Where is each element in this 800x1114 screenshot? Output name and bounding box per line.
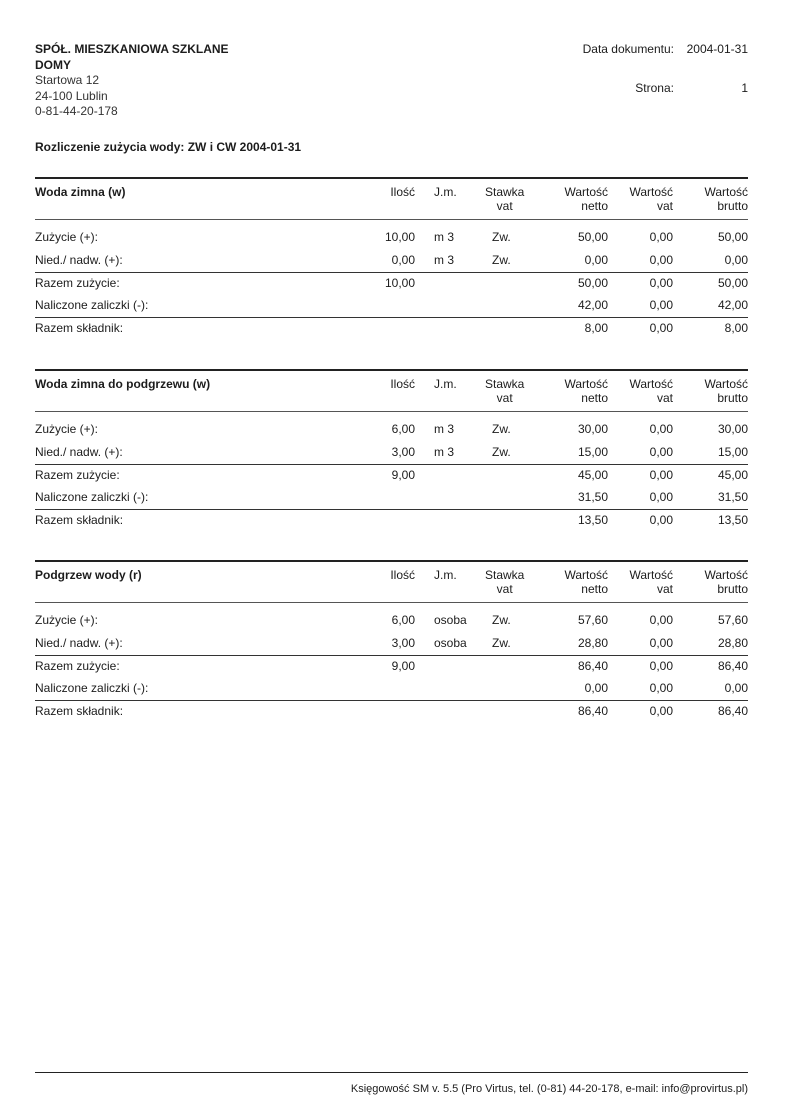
cell-vat-rate: Zw.	[492, 636, 511, 650]
cell-gross: 30,00	[717, 422, 748, 436]
table-row	[35, 678, 748, 701]
col-header-net-line1: Wartość	[564, 185, 608, 199]
cell-qty: 6,00	[391, 613, 415, 627]
cell-vat: 0,00	[649, 422, 673, 436]
company-name-line2: DOMY	[35, 57, 71, 72]
col-header-net	[564, 377, 608, 405]
table-row	[35, 701, 748, 723]
cell-gross: 0,00	[724, 681, 748, 695]
cell-gross: 31,50	[717, 490, 748, 504]
cell-gross: 13,50	[717, 513, 748, 527]
section-title: Woda zimna do podgrzewu (w)	[35, 377, 211, 391]
row-label: Nied./ nadw. (+):	[35, 445, 123, 459]
cell-gross: 15,00	[717, 445, 748, 459]
table-row	[35, 419, 748, 441]
document-title: Rozliczenie zużycia wody: ZW i CW 2004-01-31	[35, 140, 302, 154]
col-header-gross-line2: brutto	[717, 391, 748, 405]
col-header-net-line2: netto	[581, 582, 608, 596]
col-header-vat-rate-line1: Stawka	[485, 185, 525, 199]
table-row	[35, 656, 748, 678]
cell-qty: 10,00	[384, 230, 415, 244]
section-title: Podgrzew wody (r)	[35, 568, 142, 582]
col-header-qty: Ilość	[390, 377, 415, 391]
cell-net: 28,80	[577, 636, 608, 650]
footer-divider	[35, 1072, 748, 1073]
cell-qty: 0,00	[391, 253, 415, 267]
section-header-rule	[35, 411, 748, 412]
cell-unit: m 3	[434, 422, 455, 436]
section-header-rule	[35, 602, 748, 603]
col-header-gross-line2: brutto	[717, 199, 748, 213]
cell-qty: 9,00	[391, 659, 415, 673]
company-name-line1: SPÓŁ. MIESZKANIOWA SZKLANE	[35, 42, 229, 56]
col-header-vat-line1: Wartość	[629, 185, 673, 199]
col-header-net-line1: Wartość	[564, 568, 608, 582]
table-row	[35, 633, 748, 656]
row-label: Naliczone zaliczki (-):	[35, 298, 149, 312]
date-label: Data dokumentu:	[582, 42, 674, 56]
cell-vat: 0,00	[649, 681, 673, 695]
cell-net: 0,00	[584, 681, 608, 695]
cell-gross: 45,00	[717, 468, 748, 482]
cell-net: 13,50	[577, 513, 608, 527]
col-header-qty: Ilość	[390, 185, 415, 199]
col-header-net-line2: netto	[581, 391, 608, 405]
cell-vat: 0,00	[649, 513, 673, 527]
cell-net: 86,40	[577, 659, 608, 673]
col-header-vat-rate	[485, 377, 524, 405]
cell-vat: 0,00	[649, 276, 673, 290]
col-header-gross	[704, 377, 748, 405]
col-header-unit: J.m.	[434, 377, 457, 391]
cell-qty: 9,00	[391, 468, 415, 482]
col-header-gross	[704, 185, 748, 213]
col-header-vat-rate-line2: vat	[496, 582, 513, 596]
row-label: Razem zużycie:	[35, 659, 120, 673]
col-header-gross	[704, 568, 748, 596]
row-label: Razem składnik:	[35, 321, 124, 335]
cell-vat: 0,00	[649, 636, 673, 650]
cell-vat-rate: Zw.	[492, 422, 511, 436]
table-row	[35, 295, 748, 318]
table-row	[35, 510, 748, 532]
cell-unit: osoba	[434, 613, 467, 627]
company-city: 24-100 Lublin	[35, 88, 108, 103]
cell-gross: 0,00	[724, 253, 748, 267]
table-row	[35, 227, 748, 249]
col-header-net	[564, 568, 608, 596]
cell-unit: m 3	[434, 253, 455, 267]
col-header-vat-line2: vat	[656, 582, 673, 596]
cell-vat: 0,00	[649, 253, 673, 267]
page-value: 1	[741, 81, 748, 95]
row-label: Naliczone zaliczki (-):	[35, 490, 149, 504]
cell-gross: 28,80	[717, 636, 748, 650]
page-label: Strona:	[635, 81, 674, 95]
cell-gross: 86,40	[717, 704, 748, 718]
cell-vat-rate: Zw.	[492, 253, 511, 267]
cell-gross: 50,00	[717, 230, 748, 244]
cell-unit: m 3	[434, 230, 455, 244]
col-header-vat	[629, 185, 673, 213]
cell-net: 42,00	[577, 298, 608, 312]
table-row	[35, 610, 748, 632]
row-label: Razem składnik:	[35, 704, 124, 718]
table-row	[35, 318, 748, 340]
cell-unit: osoba	[434, 636, 467, 650]
table-row	[35, 442, 748, 465]
cell-gross: 42,00	[717, 298, 748, 312]
col-header-vat-rate-line1: Stawka	[485, 377, 525, 391]
col-header-vat-rate	[485, 185, 524, 213]
cell-vat: 0,00	[649, 445, 673, 459]
company-block	[35, 42, 229, 120]
section-top-rule	[35, 369, 748, 371]
cell-gross: 8,00	[724, 321, 748, 335]
cell-qty: 10,00	[384, 276, 415, 290]
cell-gross: 86,40	[717, 659, 748, 673]
row-label: Naliczone zaliczki (-):	[35, 681, 149, 695]
section-top-rule	[35, 177, 748, 179]
col-header-vat-line1: Wartość	[629, 377, 673, 391]
row-label: Zużycie (+):	[35, 230, 99, 244]
cell-net: 0,00	[584, 253, 608, 267]
section-top-rule	[35, 560, 748, 562]
row-label: Razem zużycie:	[35, 468, 120, 482]
col-header-gross-line1: Wartość	[704, 185, 748, 199]
col-header-gross-line1: Wartość	[704, 377, 748, 391]
footer-text: Księgowość SM v. 5.5 (Pro Virtus, tel. (0-81) 44-20-178, e-mail: info@provirtus.pl)	[350, 1083, 748, 1095]
cell-net: 15,00	[577, 445, 608, 459]
col-header-vat-line2: vat	[656, 391, 673, 405]
cell-net: 8,00	[584, 321, 608, 335]
cell-vat: 0,00	[649, 468, 673, 482]
table-row	[35, 487, 748, 510]
cell-net: 45,00	[577, 468, 608, 482]
col-header-net-line1: Wartość	[564, 377, 608, 391]
row-label: Razem zużycie:	[35, 276, 120, 290]
col-header-net-line2: netto	[581, 199, 608, 213]
cell-qty: 6,00	[391, 422, 415, 436]
cell-net: 50,00	[577, 276, 608, 290]
cell-qty: 3,00	[391, 636, 415, 650]
cell-vat: 0,00	[649, 490, 673, 504]
table-row	[35, 465, 748, 487]
row-label: Zużycie (+):	[35, 613, 99, 627]
cell-net: 30,00	[577, 422, 608, 436]
section-title: Woda zimna (w)	[35, 185, 126, 199]
row-label: Zużycie (+):	[35, 422, 99, 436]
col-header-vat-rate	[485, 568, 524, 596]
row-label: Razem składnik:	[35, 513, 124, 527]
col-header-vat-line1: Wartość	[629, 568, 673, 582]
col-header-gross-line2: brutto	[717, 582, 748, 596]
cell-net: 31,50	[577, 490, 608, 504]
table-row	[35, 250, 748, 273]
col-header-vat	[629, 377, 673, 405]
cell-vat: 0,00	[649, 298, 673, 312]
cell-net: 50,00	[577, 230, 608, 244]
col-header-unit: J.m.	[434, 185, 457, 199]
date-value: 2004-01-31	[686, 42, 748, 56]
section-header-rule	[35, 219, 748, 220]
col-header-vat-line2: vat	[656, 199, 673, 213]
cell-net: 86,40	[577, 704, 608, 718]
col-header-unit: J.m.	[434, 568, 457, 582]
cell-gross: 57,60	[717, 613, 748, 627]
cell-vat: 0,00	[649, 659, 673, 673]
cell-vat: 0,00	[649, 321, 673, 335]
table-row	[35, 273, 748, 295]
cell-vat-rate: Zw.	[492, 613, 511, 627]
company-phone: 0-81-44-20-178	[35, 104, 118, 118]
cell-vat: 0,00	[649, 704, 673, 718]
col-header-net	[564, 185, 608, 213]
row-label: Nied./ nadw. (+):	[35, 253, 123, 267]
cell-unit: m 3	[434, 445, 455, 459]
company-street: Startowa 12	[35, 73, 100, 87]
cell-gross: 50,00	[717, 276, 748, 290]
col-header-vat-rate-line2: vat	[496, 199, 513, 213]
col-header-qty: Ilość	[390, 568, 415, 582]
cell-net: 57,60	[577, 613, 608, 627]
cell-vat: 0,00	[649, 230, 673, 244]
cell-vat-rate: Zw.	[492, 445, 511, 459]
cell-vat-rate: Zw.	[492, 230, 511, 244]
col-header-vat-rate-line1: Stawka	[485, 568, 525, 582]
col-header-gross-line1: Wartość	[704, 568, 748, 582]
cell-qty: 3,00	[391, 445, 415, 459]
cell-vat: 0,00	[649, 613, 673, 627]
col-header-vat-rate-line2: vat	[496, 391, 513, 405]
row-label: Nied./ nadw. (+):	[35, 636, 123, 650]
col-header-vat	[629, 568, 673, 596]
